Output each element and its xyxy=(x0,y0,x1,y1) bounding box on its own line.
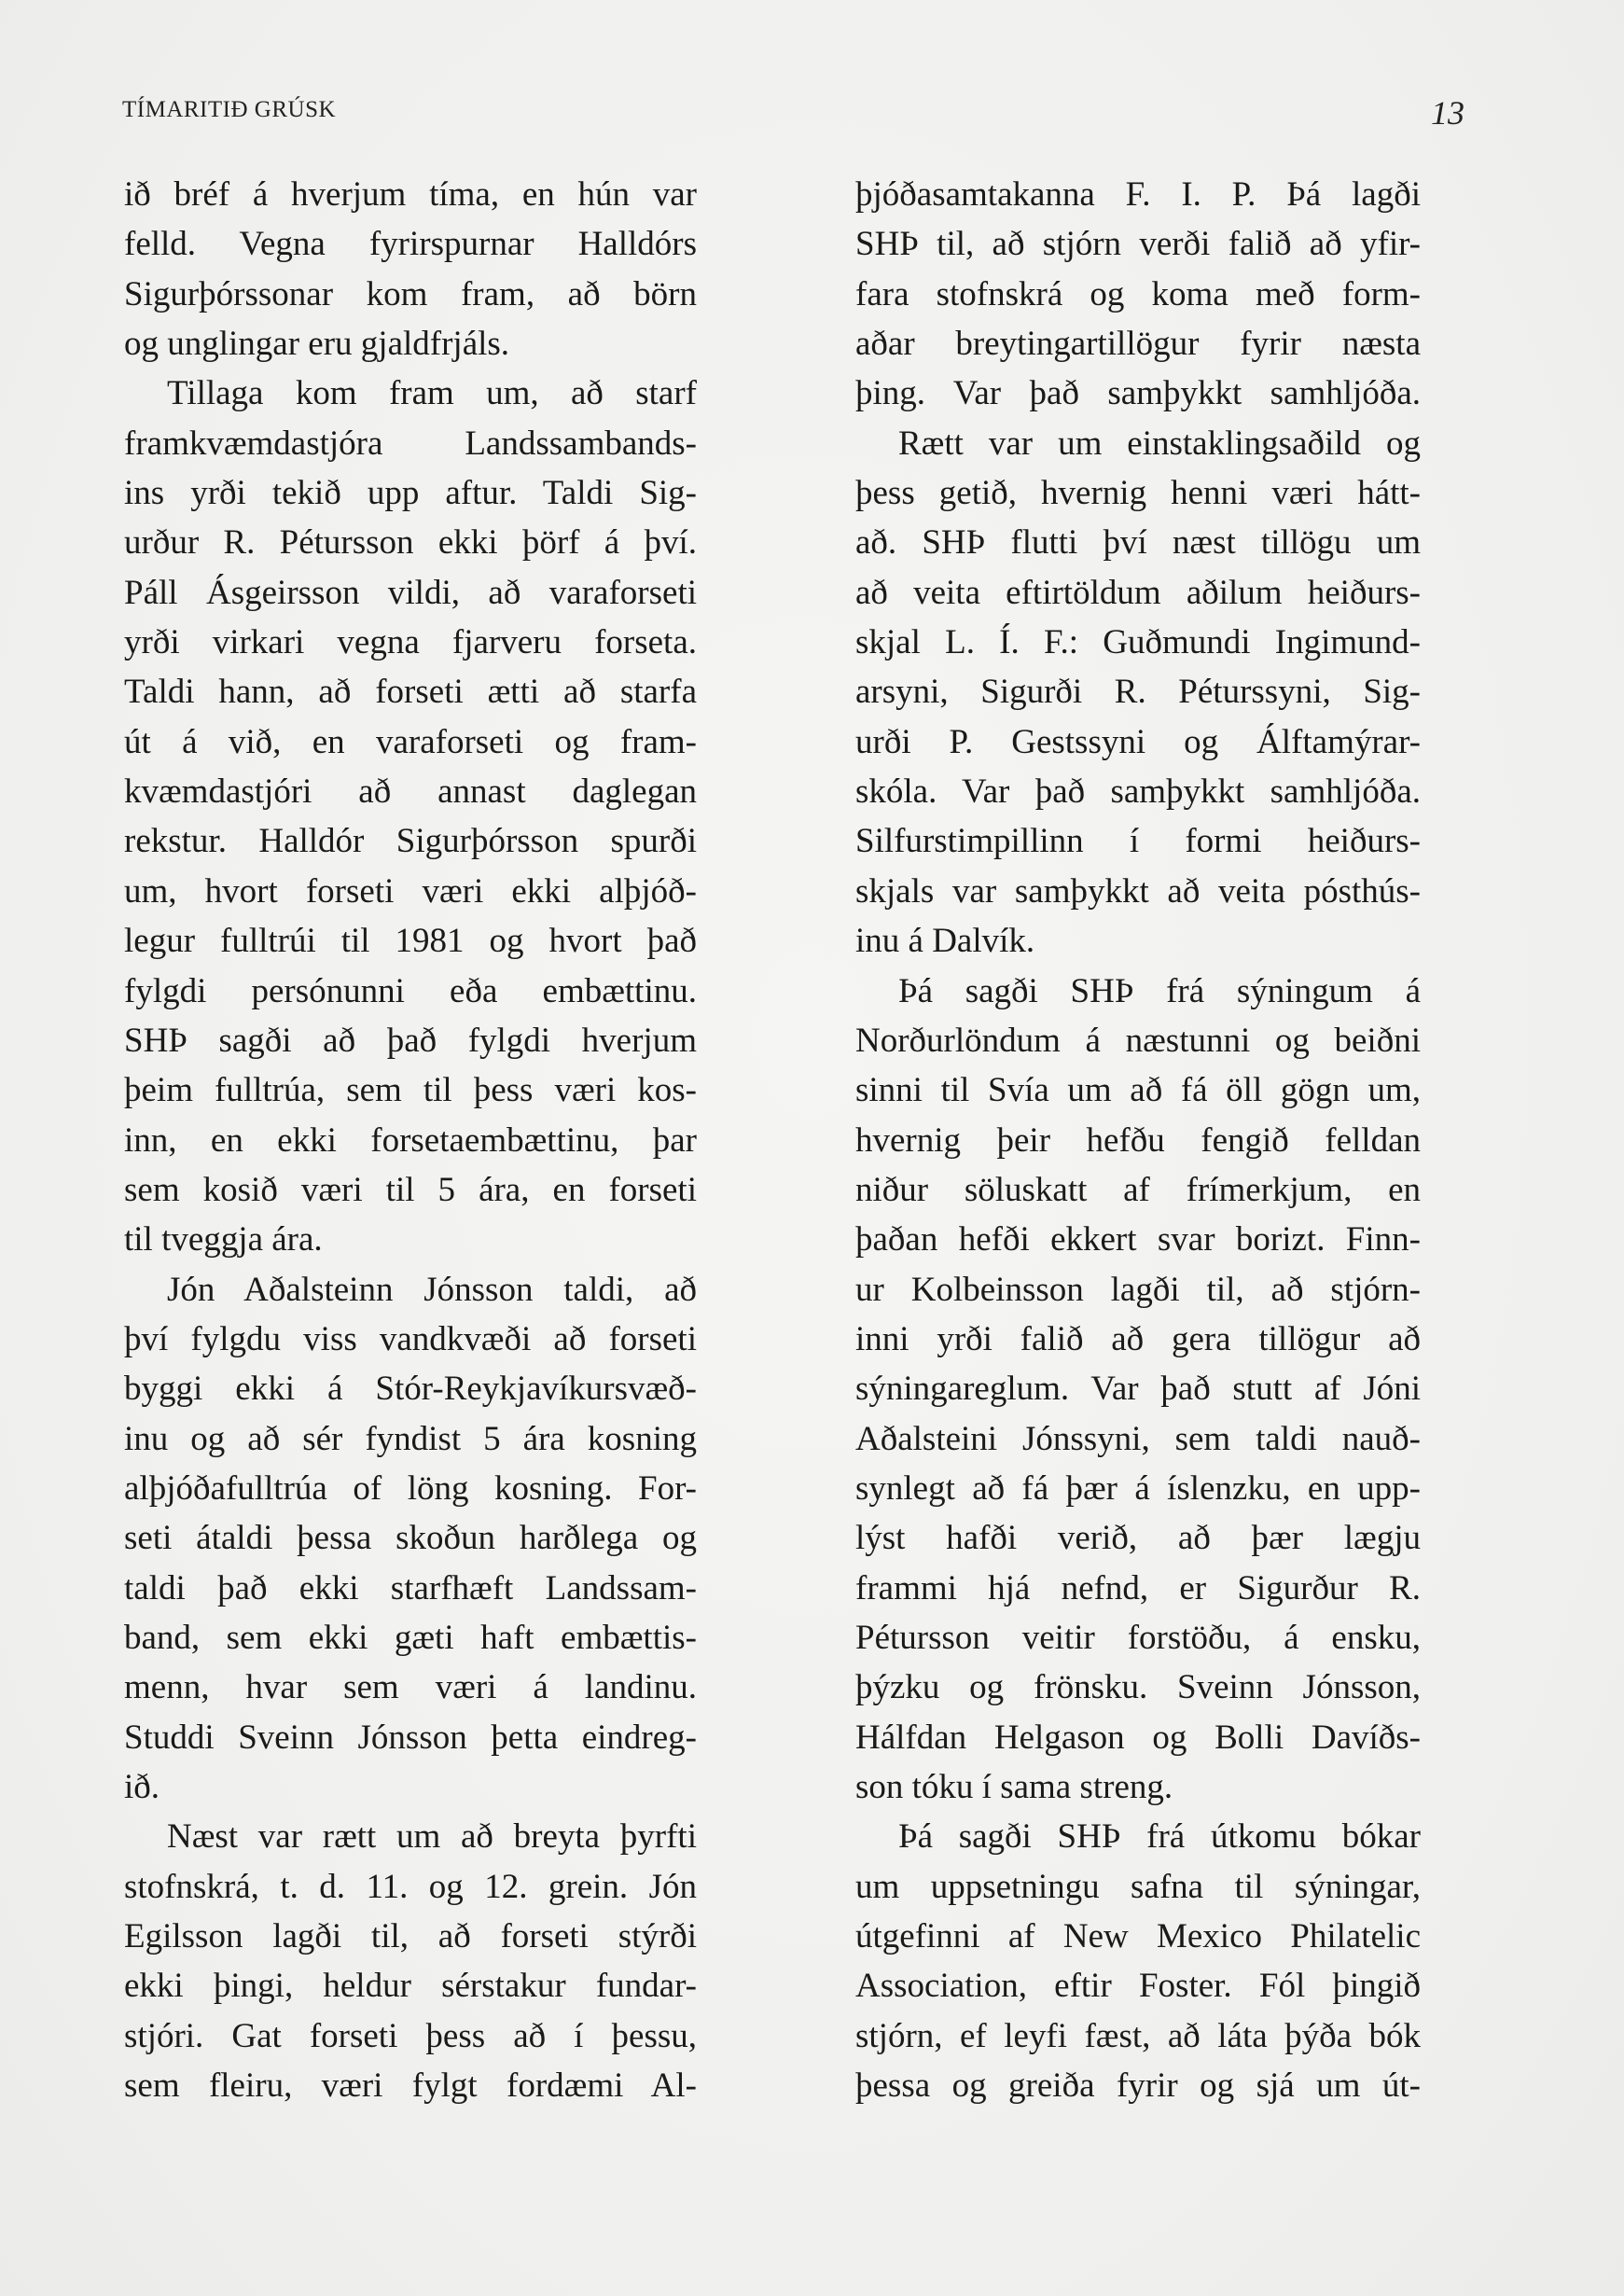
text-line: rekstur. Halldór Sigurþórsson spurði xyxy=(124,822,697,861)
text-line: SHÞ sagði að það fylgdi hverjum xyxy=(124,1021,697,1060)
text-line: Næst var rætt um að breyta þyrfti xyxy=(167,1817,697,1857)
text-line: þeim fulltrúa, sem til þess væri kos- xyxy=(124,1071,697,1110)
text-line: Pétursson veitir forstöðu, á ensku, xyxy=(855,1618,1421,1657)
text-line: Egilsson lagði til, að forseti stýrði xyxy=(124,1917,697,1956)
text-line: inu á Dalvík. xyxy=(855,922,1035,961)
text-line: stjórn, ef leyfi fæst, að láta þýða bók xyxy=(855,2016,1421,2055)
text-line: urður R. Pétursson ekki þörf á því. xyxy=(124,523,697,563)
text-line: sem fleiru, væri fylgt fordæmi Al- xyxy=(124,2066,697,2106)
text-line: taldi það ekki starfhæft Landssam- xyxy=(124,1568,697,1607)
text-line: Association, eftir Foster. Fól þingið xyxy=(855,1967,1421,2006)
text-line: hvernig þeir hefðu fengið felldan xyxy=(855,1120,1421,1160)
running-title: TÍMARITIÐ GRÚSK xyxy=(122,97,337,122)
text-line: stjóri. Gat forseti þess að í þessu, xyxy=(124,2016,697,2055)
text-line: þess getið, hvernig henni væri hátt- xyxy=(855,474,1421,513)
text-line: sýningareglum. Var það stutt af Jóni xyxy=(855,1370,1421,1409)
text-line: þessa og greiða fyrir og sjá um út- xyxy=(855,2066,1421,2106)
text-line: Páll Ásgeirsson vildi, að varaforseti xyxy=(124,573,697,612)
text-line: skóla. Var það samþykkt samhljóða. xyxy=(855,772,1421,812)
text-line: Þá sagði SHÞ frá sýningum á xyxy=(898,971,1421,1010)
text-line: yrði virkari vegna fjarveru forseta. xyxy=(124,623,697,662)
text-line: Norðurlöndum á næstunni og beiðni xyxy=(855,1021,1421,1060)
text-line: um uppsetningu safna til sýningar, xyxy=(855,1867,1421,1906)
text-line: SHÞ til, að stjórn verði falið að yfir- xyxy=(855,225,1421,264)
text-line: þing. Var það samþykkt samhljóða. xyxy=(855,374,1421,413)
text-line: skjal L. Í. F.: Guðmundi Ingimund- xyxy=(855,623,1421,662)
text-line: aðar breytingartillögur fyrir næsta xyxy=(855,325,1421,364)
text-line: stofnskrá, t. d. 11. og 12. grein. Jón xyxy=(124,1867,697,1906)
text-line: Hálfdan Helgason og Bolli Davíðs- xyxy=(855,1718,1421,1757)
text-line: alþjóðafulltrúa of löng kosning. For- xyxy=(124,1468,697,1508)
text-line: ið bréf á hverjum tíma, en hún var xyxy=(124,175,697,214)
text-line: því fylgdu viss vandkvæði að forseti xyxy=(124,1319,697,1358)
text-line: arsyni, Sigurði R. Péturssyni, Sig- xyxy=(855,673,1421,712)
text-line: Studdi Sveinn Jónsson þetta eindreg- xyxy=(124,1718,697,1757)
text-line: sem kosið væri til 5 ára, en forseti xyxy=(124,1170,697,1209)
text-line: skjals var samþykkt að veita pósthús- xyxy=(855,871,1421,911)
text-line: út á við, en varaforseti og fram- xyxy=(124,722,697,761)
text-column-left xyxy=(124,170,697,2110)
text-line: þjóðasamtakanna F. I. P. Þá lagði xyxy=(855,175,1421,214)
text-line: Jón Aðalsteinn Jónsson taldi, að xyxy=(167,1270,697,1309)
text-line: að. SHÞ flutti því næst tillögu um xyxy=(855,523,1421,563)
text-line: kvæmdastjóri að annast daglegan xyxy=(124,772,697,812)
text-line: inni yrði falið að gera tillögur að xyxy=(855,1319,1421,1358)
text-line: inn, en ekki forsetaembættinu, þar xyxy=(124,1120,697,1160)
text-line: byggi ekki á Stór-Reykjavíkursvæð- xyxy=(124,1370,697,1409)
text-line: að veita eftirtöldum aðilum heiðurs- xyxy=(855,573,1421,612)
text-line: urði P. Gestssyni og Álftamýrar- xyxy=(855,722,1421,761)
text-line: ur Kolbeinsson lagði til, að stjórn- xyxy=(855,1270,1421,1309)
text-line: framkvæmdastjóra Landssambands- xyxy=(124,424,697,463)
text-line: fylgdi persónunni eða embættinu. xyxy=(124,971,697,1010)
text-line: synlegt að fá þær á íslenzku, en upp- xyxy=(855,1468,1421,1508)
text-line: ekki þingi, heldur sérstakur fundar- xyxy=(124,1967,697,2006)
text-column-right xyxy=(855,170,1421,2110)
text-line: þýzku og frönsku. Sveinn Jónsson, xyxy=(855,1668,1421,1707)
text-line: Rætt var um einstaklingsaðild og xyxy=(898,424,1421,463)
text-line: til tveggja ára. xyxy=(124,1220,323,1259)
text-line: þaðan hefði ekkert svar borizt. Finn- xyxy=(855,1220,1421,1259)
text-line: niður söluskatt af frímerkjum, en xyxy=(855,1170,1421,1209)
text-line: útgefinni af New Mexico Philatelic xyxy=(855,1917,1421,1956)
text-line: legur fulltrúi til 1981 og hvort það xyxy=(124,922,697,961)
text-line: frammi hjá nefnd, er Sigurður R. xyxy=(855,1568,1421,1607)
text-line: ið. xyxy=(124,1768,160,1806)
text-line: menn, hvar sem væri á landinu. xyxy=(124,1668,697,1707)
text-line: Aðalsteini Jónssyni, sem taldi nauð- xyxy=(855,1419,1421,1458)
text-line: og unglingar eru gjaldfrjáls. xyxy=(124,325,510,364)
text-line: um, hvort forseti væri ekki alþjóð- xyxy=(124,871,697,911)
text-line: inu og að sér fyndist 5 ára kosning xyxy=(124,1419,697,1458)
text-line: lýst hafði verið, að þær lægju xyxy=(855,1519,1421,1558)
text-line: felld. Vegna fyrirspurnar Halldórs xyxy=(124,225,697,264)
text-line: Silfurstimpillinn í formi heiðurs- xyxy=(855,822,1421,861)
text-line: fara stofnskrá og koma með form- xyxy=(855,274,1421,313)
text-line: Taldi hann, að forseti ætti að starfa xyxy=(124,673,697,712)
text-line: seti átaldi þessa skoðun harðlega og xyxy=(124,1519,697,1558)
text-line: Þá sagði SHÞ frá útkomu bókar xyxy=(898,1817,1421,1857)
text-line: sinni til Svía um að fá öll gögn um, xyxy=(855,1071,1421,1110)
text-line: Sigurþórssonar kom fram, að börn xyxy=(124,274,697,313)
page-number: 13 xyxy=(1431,94,1464,132)
text-line: band, sem ekki gæti haft embættis- xyxy=(124,1618,697,1657)
text-line: Tillaga kom fram um, að starf xyxy=(167,374,697,413)
text-line: son tóku í sama streng. xyxy=(855,1768,1173,1806)
text-line: ins yrði tekið upp aftur. Taldi Sig- xyxy=(124,474,697,513)
